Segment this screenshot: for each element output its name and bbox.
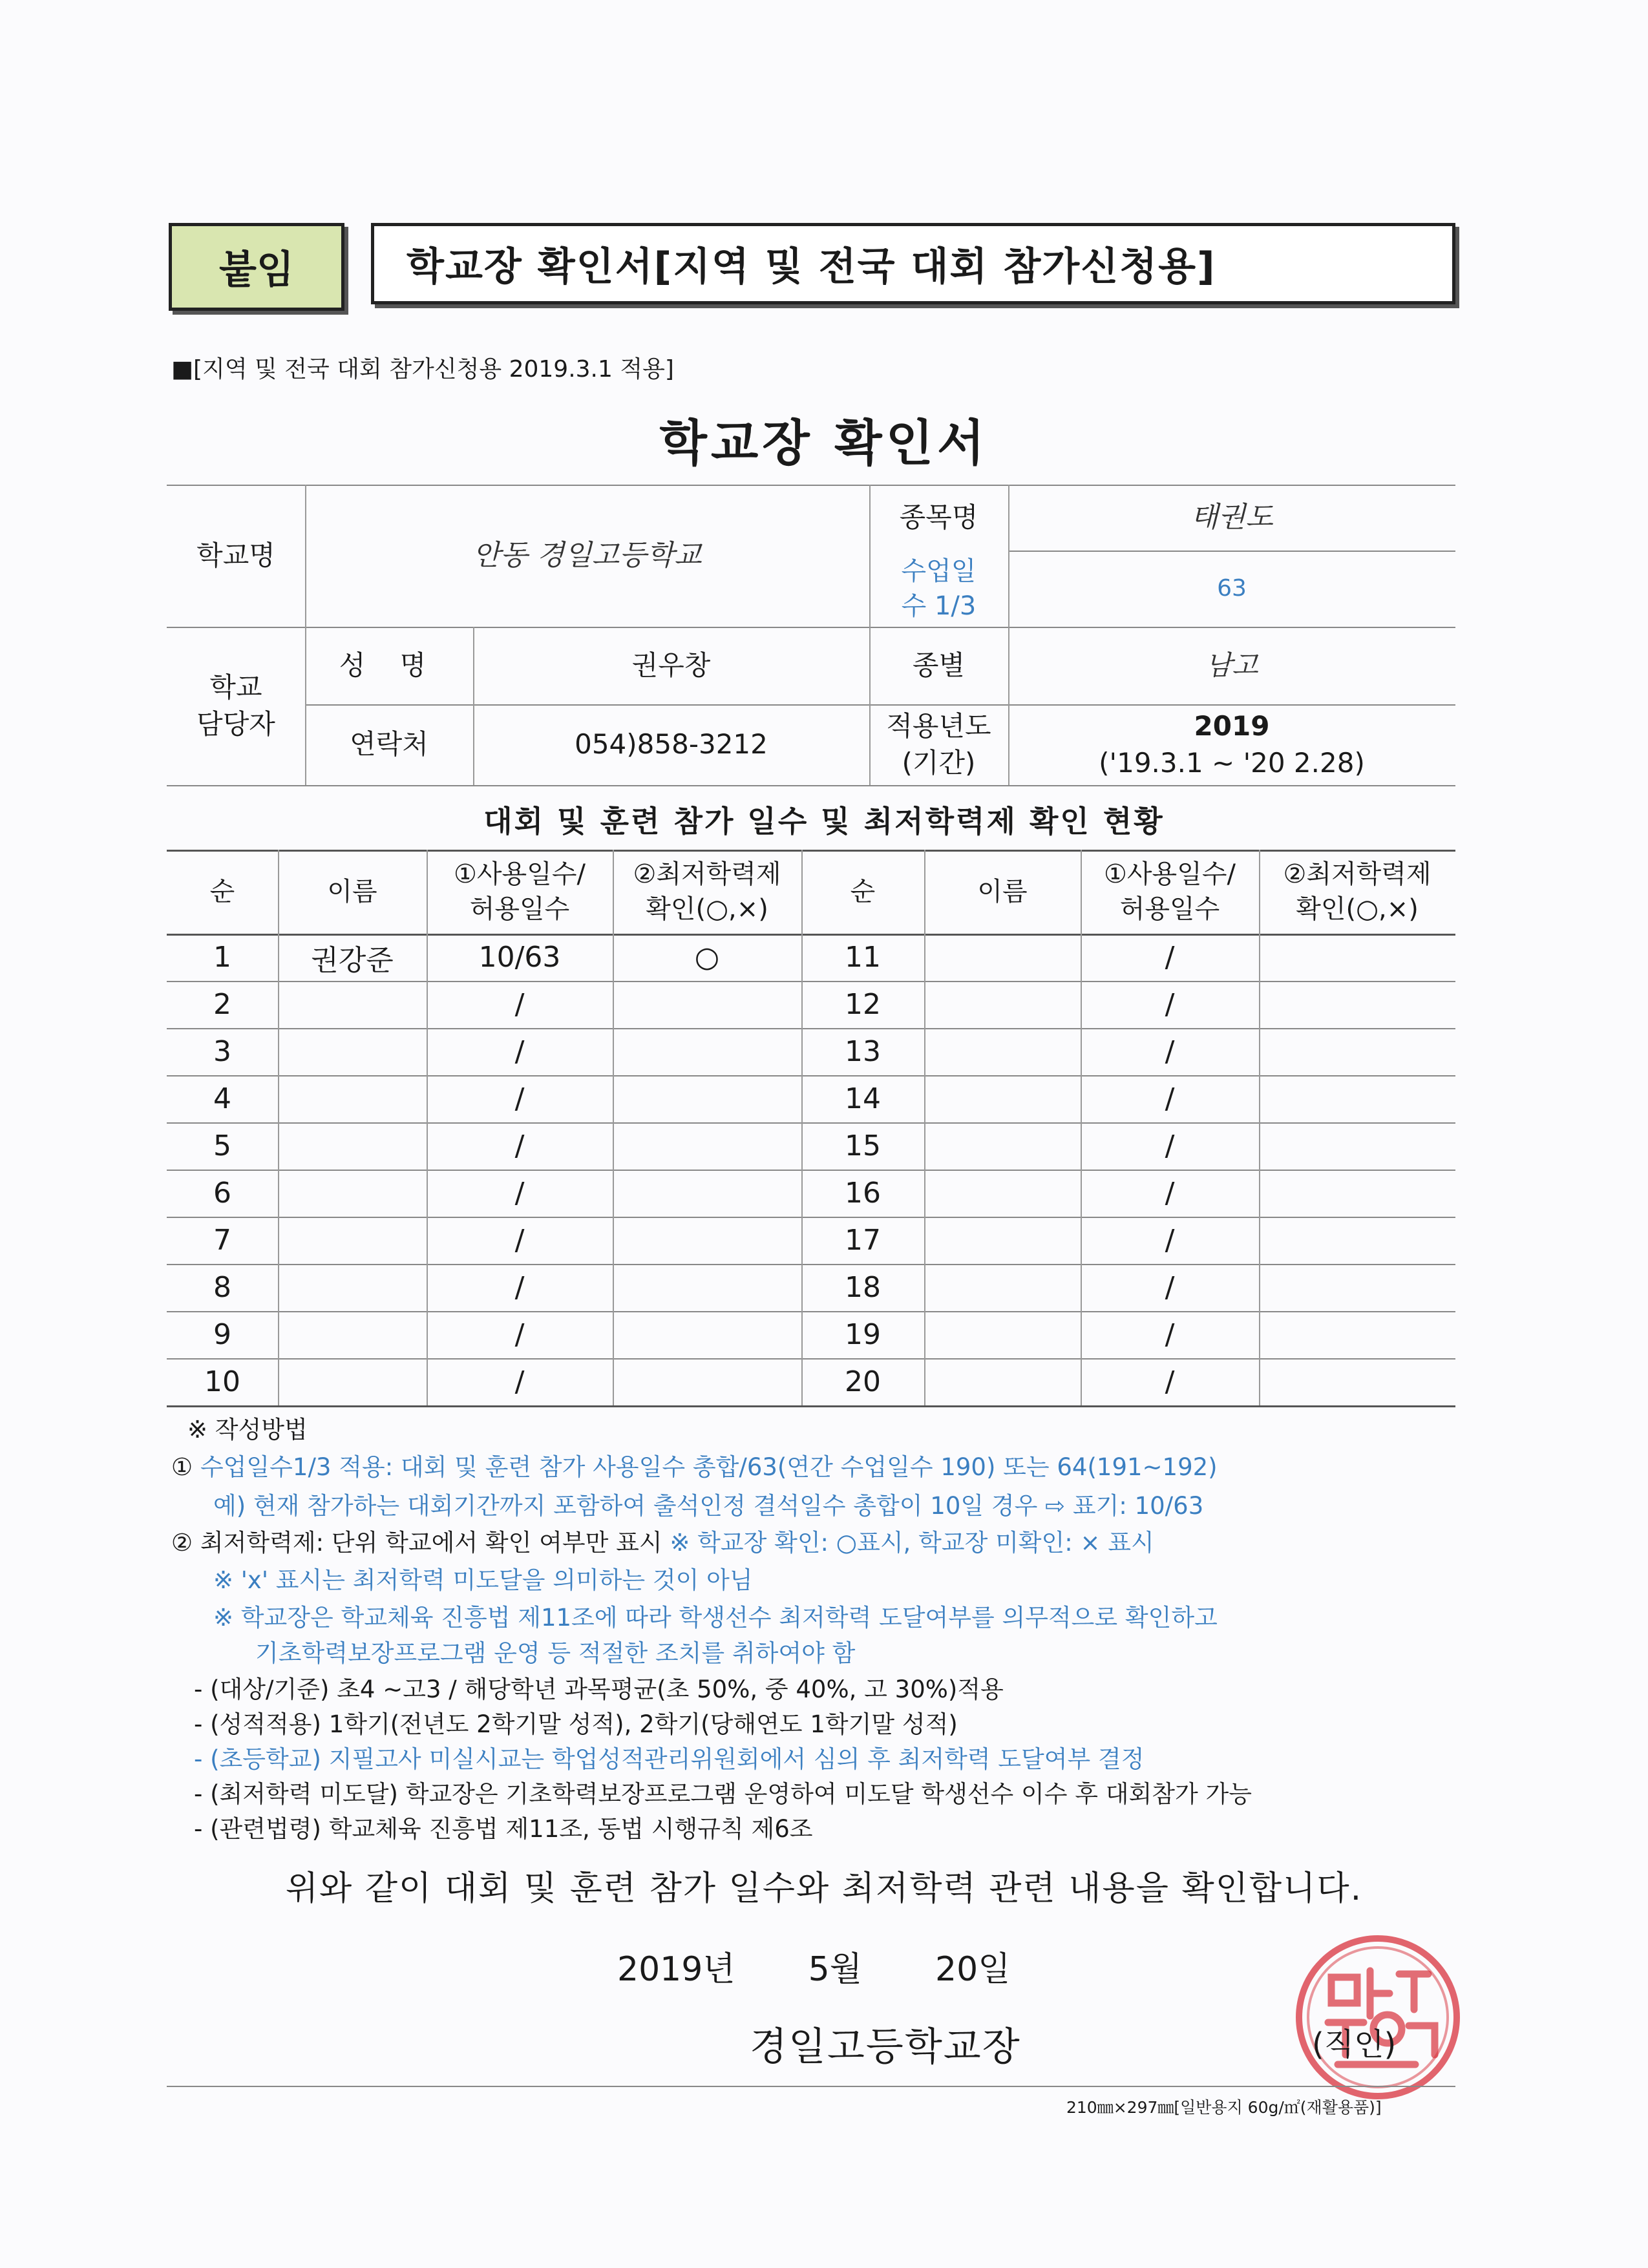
confirmation-statement: 위와 같이 대회 및 훈련 참가 일수와 최저학력 관련 내용을 확인합니다. bbox=[285, 1869, 1363, 1908]
row-left-no: 3 bbox=[213, 1035, 231, 1068]
col-name-left: 이름 bbox=[327, 877, 377, 907]
row-left-name bbox=[278, 981, 427, 1028]
row-right-name bbox=[924, 1358, 1081, 1405]
row-left-name bbox=[278, 1217, 427, 1264]
row-right-no: 13 bbox=[845, 1035, 881, 1068]
row-right-check bbox=[1259, 1075, 1455, 1122]
row-right-days: / bbox=[1165, 1271, 1175, 1304]
row-right-check bbox=[1259, 1028, 1455, 1075]
detail-1: - (대상/기준) 초4 ~고3 / 해당학년 과목평균(초 50%, 중 40%, 고 30%)적용 bbox=[194, 1675, 1004, 1703]
row-left-check bbox=[613, 1358, 801, 1405]
row-left-days: / bbox=[514, 1177, 525, 1210]
row-right-check bbox=[1259, 981, 1455, 1028]
days-value: 63 bbox=[1217, 574, 1247, 602]
staff-label: 학교 담당자 bbox=[196, 671, 275, 740]
row-left-check bbox=[613, 1122, 801, 1170]
row-right-no: 20 bbox=[845, 1365, 881, 1398]
header-title: 학교장 확인서[지역 및 전국 대회 참가신청용] bbox=[371, 223, 1455, 304]
seal-label: (직인) bbox=[1312, 2026, 1397, 2063]
document-title: 학교장 확인서 bbox=[659, 414, 989, 472]
applies-subtitle: ■[지역 및 전국 대회 참가신청용 2019.3.1 적용] bbox=[171, 356, 674, 383]
row-right-no: 14 bbox=[845, 1082, 881, 1115]
row-left-name bbox=[278, 1122, 427, 1170]
row-left-no: 6 bbox=[213, 1177, 231, 1210]
row-left-days: / bbox=[514, 1224, 525, 1257]
row-right-days: / bbox=[1165, 1318, 1175, 1351]
name-label: 성 명 bbox=[339, 649, 439, 681]
col-check-right: ②최저학력제 확인(○,×) bbox=[1283, 859, 1431, 924]
paper-spec: 210㎜×297㎜[일반용지 60g/㎡(재활용품)] bbox=[1066, 2098, 1382, 2117]
signer-name: 경일고등학교장 bbox=[750, 2024, 1021, 2070]
row-left-no: 10 bbox=[204, 1365, 240, 1398]
official-seal-stamp bbox=[1293, 1932, 1464, 2103]
note-4b: 기초학력보장프로그램 운영 등 적절한 조치를 취하여야 함 bbox=[255, 1639, 856, 1667]
col-days-left: ①사용일수/ 허용일수 bbox=[454, 859, 586, 924]
days-label: 수업일수 1/3 bbox=[901, 556, 977, 621]
year-cell bbox=[1008, 704, 1455, 785]
row-right-name bbox=[924, 1028, 1081, 1075]
row-left-days: / bbox=[514, 1082, 525, 1115]
row-right-no: 17 bbox=[845, 1224, 881, 1257]
row-right-days: / bbox=[1165, 1035, 1175, 1068]
note-3: ※ 'x' 표시는 최저학력 미도달을 의미하는 것이 아님 bbox=[213, 1566, 753, 1594]
note-1a bbox=[171, 1447, 1218, 1482]
year-label: 적용년도 (기간) bbox=[886, 709, 991, 779]
row-left-no: 7 bbox=[213, 1224, 231, 1257]
row-right-check bbox=[1259, 934, 1455, 981]
note-2 bbox=[171, 1523, 1154, 1558]
col-name-right: 이름 bbox=[977, 877, 1028, 907]
row-left-no: 9 bbox=[213, 1318, 231, 1351]
row-right-no: 19 bbox=[845, 1318, 881, 1351]
row-left-days: / bbox=[514, 1271, 525, 1304]
row-right-name bbox=[924, 1170, 1081, 1217]
row-left-check bbox=[613, 1311, 801, 1358]
gender-value: 남고 bbox=[1205, 649, 1258, 681]
row-right-check bbox=[1259, 1217, 1455, 1264]
school-label: 학교명 bbox=[196, 539, 275, 571]
row-right-name bbox=[924, 1311, 1081, 1358]
row-left-check bbox=[613, 981, 801, 1028]
row-left-days: 10/63 bbox=[478, 941, 561, 974]
period-value: ('19.3.1 ~ '20 2.28) bbox=[1099, 746, 1365, 779]
notes-heading: ※ 작성방법 bbox=[187, 1416, 308, 1444]
row-right-check bbox=[1259, 1311, 1455, 1358]
date-month: 5월 bbox=[808, 1950, 862, 1989]
row-left-check bbox=[613, 1170, 801, 1217]
row-right-no: 11 bbox=[845, 941, 881, 974]
row-right-days: / bbox=[1165, 1177, 1175, 1210]
row-left-days: / bbox=[514, 1129, 525, 1162]
col-days-right: ①사용일수/ 허용일수 bbox=[1104, 859, 1236, 924]
row-right-no: 12 bbox=[845, 988, 881, 1021]
row-left-no: 5 bbox=[213, 1129, 231, 1162]
row-left-check: ○ bbox=[694, 941, 720, 974]
row-left-days: / bbox=[514, 1365, 525, 1398]
col-no-right: 순 bbox=[850, 877, 876, 907]
row-right-name bbox=[924, 1217, 1081, 1264]
note-4a: ※ 학교장은 학교체육 진흥법 제11조에 따라 학생선수 최저학력 도달여부를 의무적으로 확인하고 bbox=[213, 1604, 1218, 1632]
row-right-days: / bbox=[1165, 941, 1175, 974]
contact-value: 054)858-3212 bbox=[575, 728, 768, 761]
detail-5: - (관련법령) 학교체육 진흥법 제11조, 동법 시행규칙 제6조 bbox=[194, 1815, 813, 1843]
row-left-days: / bbox=[514, 1035, 525, 1068]
note-2-text: ② 최저학력제: 단위 학교에서 확인 여부만 표시 bbox=[171, 1529, 662, 1557]
note-1b: 예) 현재 참가하는 대회기간까지 포함하여 출석인정 결석일수 총합이 10일 경우 ⇨ 표기: 10/63 bbox=[213, 1492, 1204, 1520]
row-left-days: / bbox=[514, 988, 525, 1021]
detail-4: - (최저학력 미도달) 학교장은 기초학력보장프로그램 운영하여 미도달 학생선수 이수 후 대회참가 가능 bbox=[194, 1780, 1252, 1808]
row-right-days: / bbox=[1165, 1129, 1175, 1162]
date-year: 2019년 bbox=[617, 1950, 735, 1989]
row-left-name: 권강준 bbox=[311, 943, 394, 977]
row-right-check bbox=[1259, 1264, 1455, 1311]
row-right-check bbox=[1259, 1170, 1455, 1217]
row-right-days: / bbox=[1165, 1365, 1175, 1398]
row-right-days: / bbox=[1165, 1082, 1175, 1115]
row-left-name bbox=[278, 1028, 427, 1075]
row-left-days: / bbox=[514, 1318, 525, 1351]
school-value: 안동 경일고등학교 bbox=[472, 539, 702, 572]
row-right-no: 16 bbox=[845, 1177, 881, 1210]
sport-value: 태권도 bbox=[1190, 501, 1273, 534]
gender-label: 종별 bbox=[912, 649, 966, 681]
row-right-days: / bbox=[1165, 988, 1175, 1021]
note-1a-text: 수업일수1/3 적용: 대회 및 훈련 참가 사용일수 총합/63(연간 수업일수 190) 또는 64(191~192) bbox=[200, 1453, 1218, 1481]
row-left-no: 1 bbox=[213, 941, 231, 974]
col-check-left: ②최저학력제 확인(○,×) bbox=[633, 859, 781, 924]
contact-label: 연락처 bbox=[350, 728, 428, 761]
row-right-name bbox=[924, 934, 1081, 981]
name-value: 권우창 bbox=[631, 649, 711, 681]
row-left-no: 2 bbox=[213, 988, 231, 1021]
row-right-name bbox=[924, 1122, 1081, 1170]
col-no-left: 순 bbox=[209, 877, 235, 907]
row-left-name bbox=[278, 1311, 427, 1358]
row-left-check bbox=[613, 1264, 801, 1311]
detail-2: - (성적적용) 1학기(전년도 2학기말 성적), 2학기(당해연도 1학기말 성적) bbox=[194, 1710, 958, 1738]
attachment-tag: 붙임 bbox=[169, 223, 344, 311]
row-left-name bbox=[278, 1358, 427, 1405]
row-left-name bbox=[278, 1264, 427, 1311]
row-left-name bbox=[278, 1075, 427, 1122]
row-right-name bbox=[924, 1264, 1081, 1311]
row-left-check bbox=[613, 1075, 801, 1122]
issue-date bbox=[617, 1942, 1010, 1990]
row-right-no: 18 bbox=[845, 1271, 881, 1304]
row-left-check bbox=[613, 1028, 801, 1075]
row-left-check bbox=[613, 1217, 801, 1264]
row-left-no: 4 bbox=[213, 1082, 231, 1115]
row-right-no: 15 bbox=[845, 1129, 881, 1162]
row-left-no: 8 bbox=[213, 1271, 231, 1304]
row-right-check bbox=[1259, 1358, 1455, 1405]
row-left-name bbox=[278, 1170, 427, 1217]
detail-3: - (초등학교) 지필고사 미실시교는 학업성적관리위원회에서 심의 후 최저학력 도달여부 결정 bbox=[194, 1745, 1145, 1773]
year-value: 2019 bbox=[1194, 709, 1270, 742]
section-title: 대회 및 훈련 참가 일수 및 최저학력제 확인 현황 bbox=[483, 804, 1165, 839]
row-right-name bbox=[924, 981, 1081, 1028]
row-right-name bbox=[924, 1075, 1081, 1122]
row-right-check bbox=[1259, 1122, 1455, 1170]
row-right-days: / bbox=[1165, 1224, 1175, 1257]
note-2-suffix: ※ 학교장 확인: ○표시, 학교장 미확인: × 표시 bbox=[670, 1529, 1154, 1557]
sport-label: 종목명 bbox=[899, 501, 978, 533]
date-day: 20일 bbox=[935, 1950, 1011, 1989]
note-1-number: ① bbox=[171, 1453, 193, 1481]
